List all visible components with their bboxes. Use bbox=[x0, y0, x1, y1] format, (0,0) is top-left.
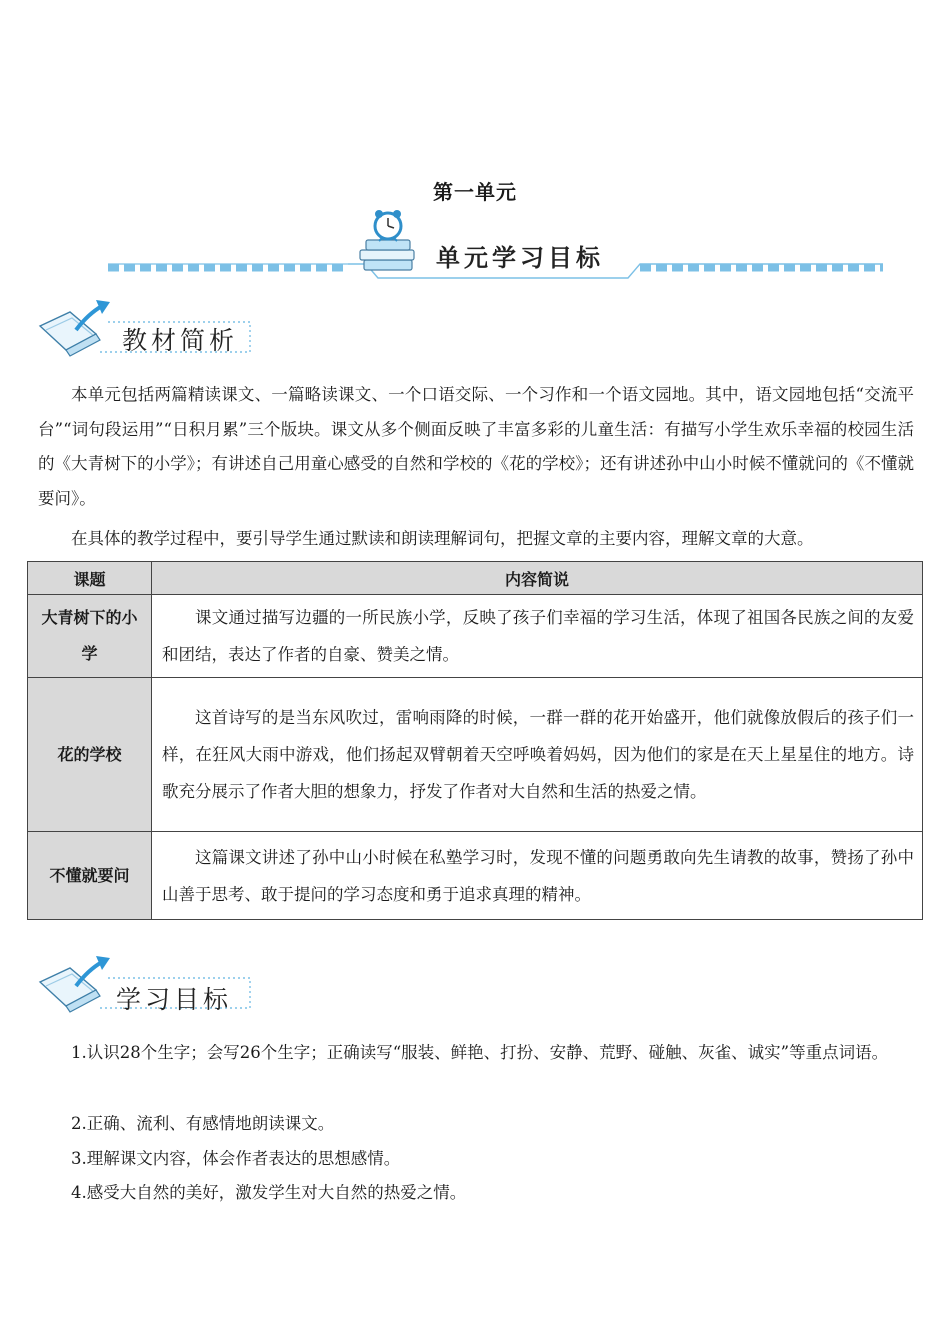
table-header-topic: 课题 bbox=[28, 562, 152, 595]
goal-item-1: 1.认识28个生字；会写26个生字；正确读写“服装、鲜艳、打扮、安静、荒野、碰触、灰雀、诚实”等重点词语。 bbox=[71, 1043, 889, 1062]
alarm-clock-on-books-icon bbox=[360, 210, 414, 270]
book-with-arrow-icon bbox=[40, 300, 110, 356]
table-cell-summary: 这首诗写的是当东风吹过，雷响雨降的时候，一群一群的花开始盛开，他们就像放假后的孩子们一样，在狂风大雨中游戏，他们扬起双臂朝着天空呼唤着妈妈，因为他们的家是在天上星星住的地方。诗歌充分展示了作者大胆的想象力，抒发了作者对大自然和生活的热爱之情。 bbox=[152, 678, 923, 832]
banner-left-stripe bbox=[108, 264, 408, 278]
section-label-goals: 学习目标 bbox=[116, 985, 233, 1014]
goal-item-3: 3.理解课文内容，体会作者表达的思想感情。 bbox=[71, 1149, 401, 1168]
table-row bbox=[28, 832, 923, 920]
lesson-summary-table bbox=[27, 561, 923, 920]
intro-paragraph: 本单元包括两篇精读课文、一篇略读课文、一个口语交际、一个习作和一个语文园地。其中，语文园地包括“交流平台”“词句段运用”“日积月累”三个版块。课文从多个侧面反映了丰富多彩的儿童生活：有描写小学生欢乐幸福的校园生活的《大青树下的小学》；有讲述自己用童心感受的自然和学校的《花的学校》；还有讲述孙中山小时候不懂就问的《不懂就要问》。 bbox=[38, 385, 914, 508]
section-label-analysis: 教材简析 bbox=[122, 326, 239, 355]
table-cell-topic: 大青树下的小学 bbox=[28, 595, 152, 678]
goal-item-2: 2.正确、流利、有感情地朗读课文。 bbox=[71, 1114, 335, 1133]
table-cell-summary: 课文通过描写边疆的一所民族小学，反映了孩子们幸福的学习生活，体现了祖国各民族之间的友爱和团结，表达了作者的自豪、赞美之情。 bbox=[152, 595, 923, 678]
table-row bbox=[28, 595, 923, 678]
banner-title: 单元学习目标 bbox=[436, 244, 604, 272]
goal-item-4: 4.感受大自然的美好，激发学生对大自然的热爱之情。 bbox=[71, 1183, 467, 1202]
table-header-row bbox=[28, 562, 923, 595]
table-cell-summary: 这篇课文讲述了孙中山小时候在私塾学习时，发现不懂的问题勇敢向先生请教的故事，赞扬了孙中山善于思考、敢于提问的学习态度和勇于追求真理的精神。 bbox=[152, 832, 923, 920]
banner-right-stripe bbox=[613, 264, 883, 278]
table-header-summary: 内容简说 bbox=[152, 562, 923, 595]
table-row bbox=[28, 678, 923, 832]
table-cell-topic: 不懂就要问 bbox=[28, 832, 152, 920]
book-with-arrow-icon bbox=[40, 956, 110, 1012]
unit-title: 第一单元 bbox=[433, 180, 517, 204]
table-cell-topic: 花的学校 bbox=[28, 678, 152, 832]
teaching-paragraph: 在具体的教学过程中，要引导学生通过默读和朗读理解词句，把握文章的主要内容，理解文章的大意。 bbox=[71, 529, 814, 548]
